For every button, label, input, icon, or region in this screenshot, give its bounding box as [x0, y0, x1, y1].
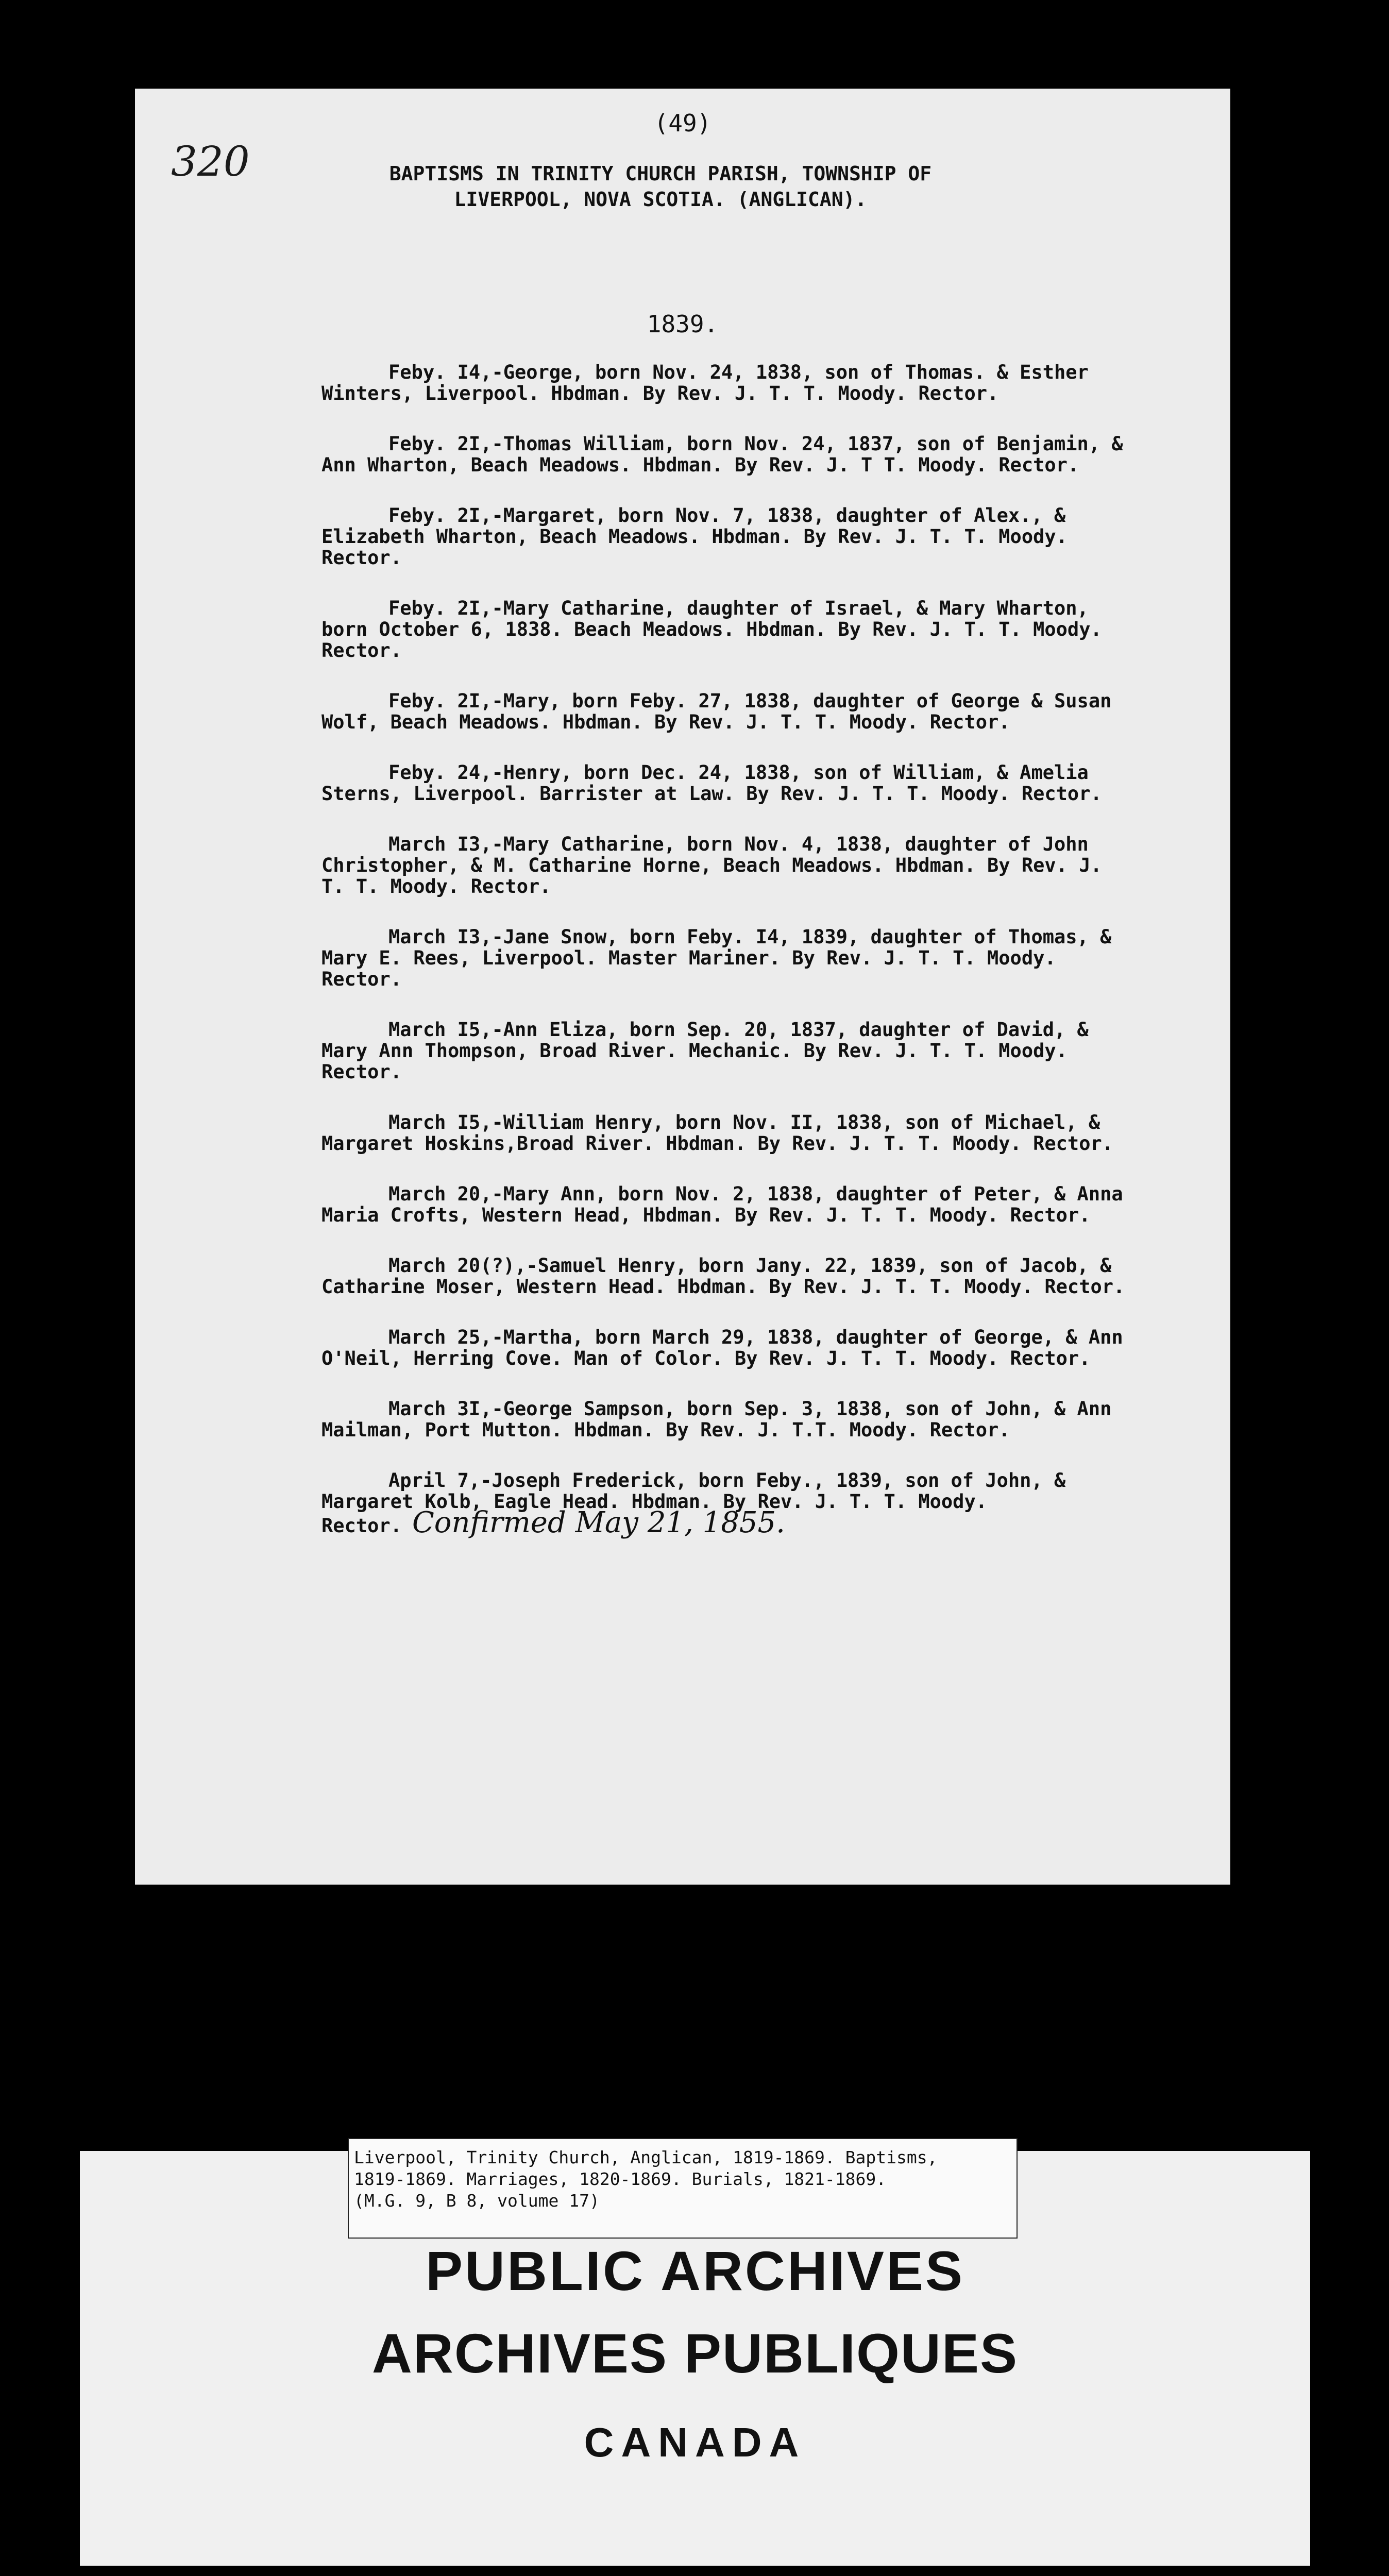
archive-name-french: ARCHIVES PUBLIQUES: [371, 2322, 1019, 2384]
baptism-entries: [321, 362, 1125, 1566]
baptism-entry: March I5,-Ann Eliza, born Sep. 20, 1837, daughter of David, & Mary Ann Thompson, Broad River. Mechanic. By Rev. J. T. T. Moody. Rector.: [321, 1019, 1089, 1083]
baptism-entry: March 3I,-George Sampson, born Sep. 3, 1838, son of John, & Ann Mailman, Port Mutton. Hbdman. By Rev. J. T.T. Moody. Rector.: [321, 1398, 1112, 1441]
handwritten-confirmed-note: Confirmed May 21, 1855.: [412, 1506, 785, 1539]
catalog-label-line: Liverpool, Trinity Church, Anglican, 1819-1869. Baptisms,: [354, 2147, 938, 2167]
entry-text: April 7,-Joseph Frederick, born Feby., 1839, son of John, & Margaret Kolb, Eagle Head. Hbdman. By Rev. J. T. T. Moody. Rector.: [321, 1469, 1066, 1537]
baptism-entry: Feby. 24,-Henry, born Dec. 24, 1838, son of William, & Amelia Sterns, Liverpool. Barrister at Law. By Rev. J. T. T. Moody. Rector.: [321, 761, 1102, 805]
baptism-entry: March 25,-Martha, born March 29, 1838, daughter of George, & Ann O'Neil, Herring Cove. Man of Color. By Rev. J. T. T. Moody. Rector.: [321, 1326, 1123, 1369]
archive-country: CANADA: [584, 2419, 806, 2465]
baptism-entry: March 20(?),-Samuel Henry, born Jany. 22, 1839, son of Jacob, & Catharine Moser, Western Head. Hbdman. By Rev. J. T. T. Moody. Rector.: [321, 1255, 1125, 1298]
baptism-entry: Feby. 2I,-Mary Catharine, daughter of Israel, & Mary Wharton, born October 6, 1838. Beach Meadows. Hbdman. By Rev. J. T. T. Moody. Rector.: [321, 597, 1102, 662]
baptism-entry: Feby. 2I,-Mary, born Feby. 27, 1838, daughter of George & Susan Wolf, Beach Meadows. Hbdman. By Rev. J. T. T. Moody. Rector.: [321, 690, 1112, 733]
handwritten-folio-number: 320: [171, 138, 250, 185]
page-number: (49): [654, 109, 712, 137]
title-line-2: LIVERPOOL, NOVA SCOTIA. (ANGLICAN).: [454, 188, 867, 211]
title-line-1: BAPTISMS IN TRINITY CHURCH PARISH, TOWNSHIP OF: [389, 162, 932, 185]
baptism-entry: Feby. 2I,-Thomas William, born Nov. 24, 1837, son of Benjamin, & Ann Wharton, Beach Meadows. Hbdman. By Rev. J. T T. Moody. Rector.: [321, 433, 1123, 476]
baptism-entry: Feby. 2I,-Margaret, born Nov. 7, 1838, daughter of Alex., & Elizabeth Wharton, Beach Meadows. Hbdman. By Rev. J. T. T. Moody. Rector.: [321, 504, 1068, 569]
baptism-entry: March I3,-Jane Snow, born Feby. I4, 1839, daughter of Thomas, & Mary E. Rees, Liverpool. Master Mariner. By Rev. J. T. T. Moody. Rector.: [321, 926, 1112, 990]
catalog-label: [348, 2138, 1018, 2239]
baptism-entry: March 20,-Mary Ann, born Nov. 2, 1838, daughter of Peter, & Anna Maria Crofts, Western Head, Hbdman. By Rev. J. T. T. Moody. Rector.: [321, 1183, 1123, 1226]
document-title: [259, 161, 1062, 212]
baptism-entry: March I3,-Mary Catharine, born Nov. 4, 1838, daughter of John Christopher, & M. Catharine Horne, Beach Meadows. Hbdman. By Rev. J. T. T. Moody. Rector.: [321, 833, 1102, 897]
archive-card: [80, 2147, 1310, 2566]
archive-name-english: PUBLIC ARCHIVES: [425, 2240, 965, 2302]
document-page: [135, 89, 1230, 1885]
year-heading: 1839.: [647, 310, 719, 338]
catalog-label-line: 1819-1869. Marriages, 1820-1869. Burials, 1821-1869.: [354, 2169, 887, 2189]
catalog-label-line: (M.G. 9, B 8, volume 17): [354, 2191, 600, 2211]
baptism-entry: March I5,-William Henry, born Nov. II, 1838, son of Michael, & Margaret Hoskins,Broad River. Hbdman. By Rev. J. T. T. Moody. Rector.: [321, 1111, 1114, 1155]
baptism-entry: Feby. I4,-George, born Nov. 24, 1838, son of Thomas. & Esther Winters, Liverpool. Hbdman. By Rev. J. T. T. Moody. Rector.: [321, 361, 1089, 404]
baptism-entry-last: [321, 1469, 1125, 1539]
